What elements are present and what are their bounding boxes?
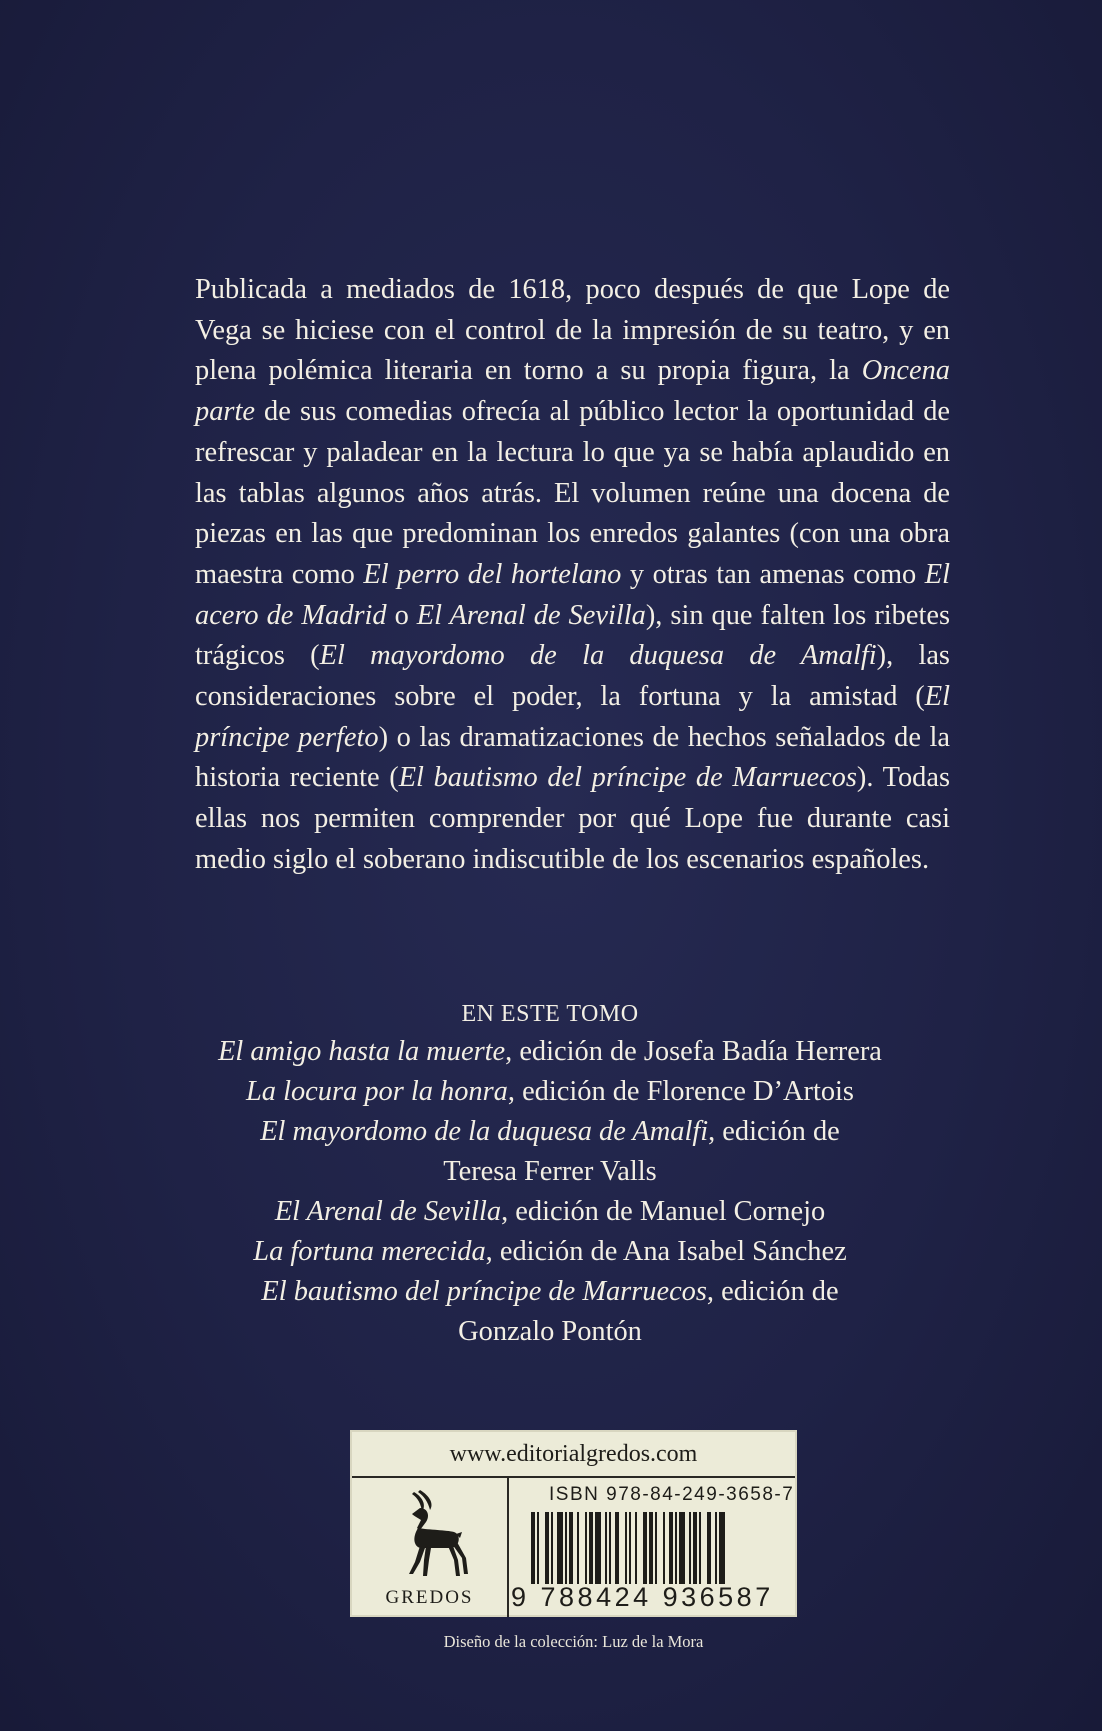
barcode-bar: [551, 1512, 553, 1584]
work-title: Oncena parte: [195, 355, 950, 428]
play-title: El Arenal de Sevilla: [274, 1196, 502, 1227]
barcode-bar: [609, 1512, 611, 1584]
work-title: El Arenal de Sevilla: [416, 599, 646, 631]
play-title: El mayordomo de la duquesa de Amalfi: [260, 1116, 709, 1147]
play-editor: , edición de Manuel Cornejo: [501, 1196, 826, 1227]
play-editor: , edición de Josefa Badía Herrera: [505, 1036, 882, 1067]
barcode-bar: [557, 1512, 563, 1584]
barcode-bar: [629, 1512, 631, 1584]
contents-item: [150, 1032, 950, 1072]
barcode-digits: 9 788424 936587: [511, 1582, 774, 1612]
play-editor: , edición de: [708, 1116, 840, 1147]
contents-item-continued: Teresa Ferrer Valls: [443, 1156, 657, 1187]
work-title: El acero de Madrid: [195, 558, 950, 631]
synopsis-paragraph: [195, 270, 950, 881]
publisher-box: [350, 1430, 797, 1617]
play-title: La fortuna merecida: [253, 1236, 486, 1267]
contents-item: [150, 1192, 950, 1232]
play-title: El amigo hasta la muerte: [218, 1036, 506, 1067]
barcode-bar: [565, 1512, 567, 1584]
work-title: El perro del hortelano: [363, 558, 622, 590]
publisher-url: www.editorialgredos.com: [352, 1432, 795, 1478]
barcode-bar: [663, 1512, 665, 1584]
play-editor: , edición de Florence D’Artois: [507, 1076, 854, 1107]
synopsis-text: ), las consideraciones sobre el poder, la fortuna y la amistad (: [195, 640, 950, 713]
barcode-bar: [531, 1512, 535, 1584]
barcode-bar: [699, 1512, 701, 1584]
barcode-bar: [577, 1512, 579, 1584]
barcode-bar: [615, 1512, 619, 1584]
barcode-bar: [589, 1512, 593, 1584]
barcode-bar: [719, 1512, 725, 1584]
barcode-bar: [595, 1512, 601, 1584]
play-editor: , edición de: [706, 1276, 839, 1307]
contents-heading: EN ESTE TOMO: [461, 1001, 639, 1027]
barcode-bar: [679, 1512, 685, 1584]
synopsis-text: o: [386, 599, 417, 631]
contents-item-continued: Gonzalo Pontón: [458, 1316, 642, 1347]
synopsis: [195, 270, 950, 881]
barcode-bar: [669, 1512, 673, 1584]
contents-list: [150, 996, 950, 1352]
play-editor: , edición de Ana Isabel Sánchez: [485, 1236, 847, 1267]
publisher-name: GREDOS: [385, 1587, 474, 1608]
synopsis-text: y otras tan amenas como: [621, 558, 925, 590]
barcode-bar: [569, 1512, 573, 1584]
synopsis-text: ), sin que falten los ribetes trágicos (: [195, 599, 950, 672]
play-title: El bautismo del príncipe de Marruecos: [261, 1276, 707, 1307]
contents-item: [150, 1112, 950, 1152]
contents-item: [150, 1232, 950, 1272]
barcode-bar: [585, 1512, 587, 1584]
work-title: El bautismo del príncipe de Marruecos: [398, 762, 857, 794]
contents-item: [150, 1272, 950, 1312]
barcode-bar: [649, 1512, 653, 1584]
barcode-bar: [635, 1512, 637, 1584]
design-credit: Diseño de la colección: Luz de la Mora: [443, 1632, 704, 1651]
barcode-bar: [537, 1512, 539, 1584]
isbn-number: ISBN 978-84-249-3658-7: [549, 1484, 795, 1505]
barcode-bar: [707, 1512, 711, 1584]
barcode-bar: [605, 1512, 607, 1584]
barcode-bar: [643, 1512, 647, 1584]
synopsis-text: ). Todas ellas nos permiten comprender por qué Lope fue durante casi medio siglo el soberano indiscutible de los escenarios españoles.: [195, 762, 950, 875]
barcode-bar: [625, 1512, 627, 1584]
barcode-bar: [715, 1512, 717, 1584]
barcode: [531, 1512, 781, 1584]
publisher-logo: [352, 1478, 509, 1617]
barcode-bar: [689, 1512, 691, 1584]
antelope-icon: [390, 1488, 470, 1580]
synopsis-text: Publicada a mediados de 1618, poco después de que Lope de Vega se hiciese con el control de la impresión de su teatro, y en plena polémica literaria en torno a su propia figura, la: [195, 274, 950, 387]
barcode-bar: [655, 1512, 657, 1584]
barcode-bar: [693, 1512, 697, 1584]
work-title: El mayordomo de la duquesa de Amalfi: [319, 640, 877, 672]
work-title: El príncipe perfeto: [195, 681, 950, 753]
play-title: La locura por la honra: [246, 1076, 508, 1107]
barcode-bar: [545, 1512, 549, 1584]
synopsis-text: de sus comedias ofrecía al público lector la oportunidad de refrescar y paladear en la lectura lo que ya se había aplaudido en las tablas algunos años atrás. El volumen reúne una docena de piezas en las que predominan los enredos galantes (con una obra maestra como: [195, 396, 950, 590]
barcode-bar: [675, 1512, 677, 1584]
isbn-block: [509, 1478, 795, 1617]
contents-item: [150, 1072, 950, 1112]
synopsis-text: ) o las dramatizaciones de hechos señalados de la historia reciente (: [195, 721, 950, 794]
